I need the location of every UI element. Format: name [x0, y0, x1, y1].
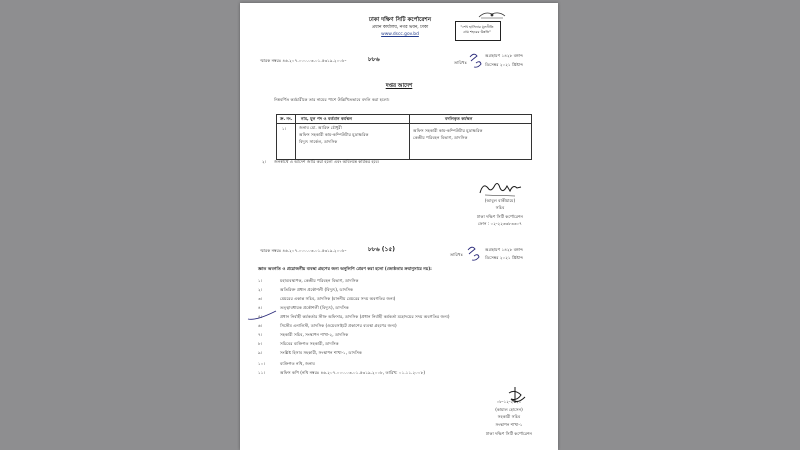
- signature-icon: [477, 179, 523, 199]
- distribution-item: প্রধান নির্বাহী কর্মকর্তার স্টাফ অফিসার, ডাদসিক (প্রধান নির্বাহী কর্মকর্তা মহোদয়ের সদয় অবগতির জন্য): [280, 314, 450, 319]
- distribution-item: সচিবের ব্যক্তিগত সহকারী, ডাদসিক: [280, 341, 339, 346]
- distribution-num: ১১।: [258, 370, 265, 375]
- memo2-date-bangla: অগ্রহায়ণ ১৪২৮ বঙ্গাব্দ: [485, 247, 523, 252]
- distribution-item: সংশ্লিষ্ট হিসাব সহকারী, সংস্থাপন শাখা-১, ডাদসিক: [280, 350, 362, 355]
- office-address: প্রধান কার্যালয়, নগর ভবন, ঢাকা: [371, 25, 429, 30]
- distribution-num: ৬।: [258, 323, 263, 328]
- table-header-new-post: বদলিকৃত কর্মস্থল: [445, 116, 473, 121]
- table-header-serial: ক্র. নং.: [280, 116, 293, 121]
- table-divider: [409, 115, 410, 159]
- memo2-date-english: ডিসেম্বর ২০২১ খ্রিষ্টাব্দ: [485, 255, 524, 260]
- memo2-intro: জ্ঞাত অবগতি ও প্রয়োজনীয় ব্যবস্থা গ্রহণের জন্য অনুলিপি প্রেরণ করা হলো (জ্যেষ্ঠতার ক্রমানুসারে নয়):: [258, 266, 432, 271]
- signatory2-name: (কামাল হোসেন): [495, 407, 523, 412]
- memo-title: দপ্তর আদেশ: [385, 83, 413, 89]
- distribution-item: তত্ত্বাবধায়ক প্রকৌশলী (বিদ্যুৎ), ডাদসিক: [280, 305, 349, 310]
- signatory1-phone: ফোন : ০২-২২৩৩৮৩৩০৭: [477, 221, 522, 226]
- signatory2-office: ঢাকা দক্ষিণ সিটি কর্পোরেশন: [485, 431, 533, 436]
- distribution-num: ৫।: [258, 314, 263, 319]
- checkmark-icon: [246, 309, 278, 323]
- distribution-item: অতিরিক্ত প্রধান প্রকৌশলী (বিদ্যুৎ), ডাদসিক: [280, 287, 353, 292]
- signatory1-office: ঢাকা দক্ষিণ সিটি কর্পোরেশন: [476, 214, 524, 219]
- distribution-item: ব্যক্তিগত নথি, জনাব: [280, 361, 315, 366]
- table-cell-name-line: বিদ্যুৎ সার্কেল, ডাদসিক: [299, 139, 338, 144]
- distribution-num: ৯।: [258, 350, 263, 355]
- distribution-num: ৭।: [258, 332, 263, 337]
- distribution-item: অফিস কপি (নথি নম্বরঃ ৪৬.২০৭.০০০.০৩.০১.৫৩১৯.২০০৮, তারিখ: ০১.১১.২০০৮): [280, 370, 425, 375]
- memo-date-bangla: অগ্রহায়ণ ১৪২৮ বঙ্গাব্দ: [485, 53, 523, 58]
- transfer-table: [276, 114, 532, 160]
- distribution-num: ৪।: [258, 305, 263, 310]
- signatory2-date: ০৮-১২-২০২১: [496, 399, 522, 404]
- signatory1-name: (আবুল বাকীয়ামে): [484, 198, 516, 203]
- table-cell-new-line: অফিস সহকারী কাম-কম্পিউটার মুদ্রাক্ষরিক: [413, 128, 483, 133]
- memo-number-tail: ৮৮৬: [368, 56, 380, 63]
- memo-intro: নিম্নবর্ণিত কর্মচারীকে তার নামের পাশে উল্লিখিতভাবে বদলি করা হলো।: [274, 97, 390, 102]
- table-cell-new-line: কেন্দ্রীয় পরিবহন বিভাগ, ডাদসিক: [413, 135, 468, 140]
- distribution-num: ৩।: [258, 296, 263, 301]
- slogan-text: "শেখ হাসিনার মূলনীতি গ্রাম শহরের উন্নতি": [460, 25, 494, 34]
- distribution-item: মহাব্যবস্থাপক, কেন্দ্রীয় পরিবহন বিভাগ, ডাদসিক: [280, 278, 359, 283]
- memo-number: স্মারক নম্বরঃ ৪৬.২০৭.০০০.০৩.০১.৫৩১৯.২০০৮-: [260, 58, 347, 63]
- table-header-name: নাম, মূল পদ ও বর্তমান কর্মস্থল: [301, 116, 353, 121]
- date-handwriting-icon: [466, 244, 484, 264]
- office-website: www.dscc.gov.bd: [381, 32, 419, 37]
- document-page: [240, 3, 558, 450]
- clause-number: ২।: [262, 159, 267, 164]
- table-cell-name-line: জনাব মো. আরিফ চৌধুরী: [299, 125, 342, 130]
- distribution-item: সিস্টেম এনালিস্ট, ডাদসিক (ওয়েবসাইটে প্রকাশের ব্যবস্থা গ্রহণের জন্য): [280, 323, 397, 328]
- memo2-number-tail: ৮৮৬ (১৫): [368, 246, 396, 253]
- table-divider: [295, 115, 296, 159]
- distribution-num: ১০।: [258, 361, 265, 366]
- distribution-item: সহকারী সচিব, সংস্থাপন শাখা-২, ডাদসিক: [280, 332, 349, 337]
- memo2-date-label: তারিখঃ: [450, 252, 463, 257]
- date-handwriting-icon: [468, 51, 486, 71]
- memo-date-english: ডিসেম্বর ২০২১ খ্রিষ্টাব্দ: [485, 62, 524, 67]
- signatory2-section: সংস্থাপন শাখা-১: [495, 422, 523, 427]
- signatory2-designation: সহকারী সচিব: [497, 414, 521, 419]
- distribution-num: ১।: [258, 278, 263, 283]
- corporation-logo-icon: [477, 10, 507, 20]
- memo2-number: স্মারক নম্বরঃ ৪৬.২০৭.০০০.০৩.০১.৫৩১৯.২০০৮-: [260, 248, 347, 253]
- table-cell-name-line: অফিস সহকারী কাম-কম্পিউটার মুদ্রাক্ষরিক: [299, 132, 369, 137]
- distribution-num: ৮।: [258, 341, 263, 346]
- office-name: ঢাকা দক্ষিণ সিটি কর্পোরেশন: [368, 17, 432, 23]
- signatory1-designation: সচিব: [495, 205, 505, 210]
- clause-text: জনস্বার্থে এ আদেশ জারি করা হলো এবং অবিলম্বে কার্যকর হবে।: [274, 159, 380, 164]
- table-cell-serial: ১।: [282, 126, 287, 131]
- distribution-num: ২।: [258, 287, 263, 292]
- distribution-item: মেয়রের একান্ত সচিব, ডাদসিক (মাননীয় মেয়রের সদয় অবগতির জন্য): [280, 296, 396, 301]
- memo-date-label: তারিখঃ: [454, 60, 467, 65]
